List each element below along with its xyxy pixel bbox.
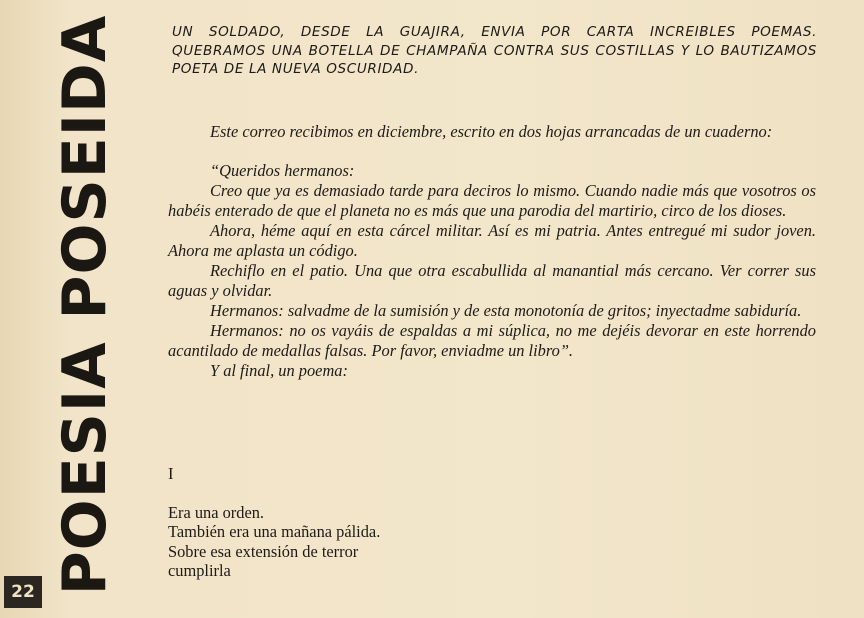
poem [168, 464, 568, 581]
letter-paragraph: Hermanos: salvadme de la sumisión y de esta monotonía de gritos; inyectadme sabiduría. [210, 301, 802, 320]
poem-intro: Y al final, un poema: [210, 361, 348, 380]
letter-paragraph: Rechiflo en el patio. Una que otra escabullida al manantial más cercano. Ver correr sus aguas y olvidar. [168, 261, 816, 300]
letter-paragraph: Ahora, héme aquí en esta cárcel militar. Así es mi patria. Antes entregué mi sudor joven. Ahora me aplasta un código. [168, 221, 816, 260]
letter-paragraph: Hermanos: no os vayáis de espaldas a mi súplica, no me dejéis devorar en este horrendo acantilado de medallas falsas. Por favor, enviadme un libro”. [168, 321, 816, 360]
page-number-badge [4, 576, 42, 608]
poem-line: cumplirla [168, 561, 231, 580]
poem-line: También era una mañana pálida. [168, 522, 381, 541]
headline: UN SOLDADO, DESDE LA GUAJIRA, ENVIA POR CARTA INCREIBLES POEMAS. QUEBRAMOS UNA BOTELLA DE CHAMPAÑA CONTRA SUS COSTILLAS Y LO BAUTIZAMOS POETA DE LA NUEVA OSCURIDAD. [172, 24, 817, 77]
section-title-vertical [30, 14, 140, 595]
paragraph-gap [168, 142, 816, 161]
letter-greeting: “Queridos hermanos: [210, 161, 355, 180]
poem-line: Sobre esa extensión de terror [168, 541, 359, 561]
article-body [168, 122, 816, 381]
letter-paragraph: Creo que ya es demasiado tarde para deciros lo mismo. Cuando nadie más que vosotros os habéis enterado de que el planeta no es más que una parodia del martirio, circo de los dioses. [168, 181, 816, 220]
poem-line: Era una orden. [168, 502, 265, 522]
poem-section-numeral: I [168, 464, 174, 483]
section-title-text: POESIA POSEIDA [50, 14, 120, 595]
intro-paragraph: Este correo recibimos en diciembre, escrito en dos hojas arrancadas de un cuaderno: [210, 122, 773, 141]
page-number: 22 [11, 582, 35, 602]
